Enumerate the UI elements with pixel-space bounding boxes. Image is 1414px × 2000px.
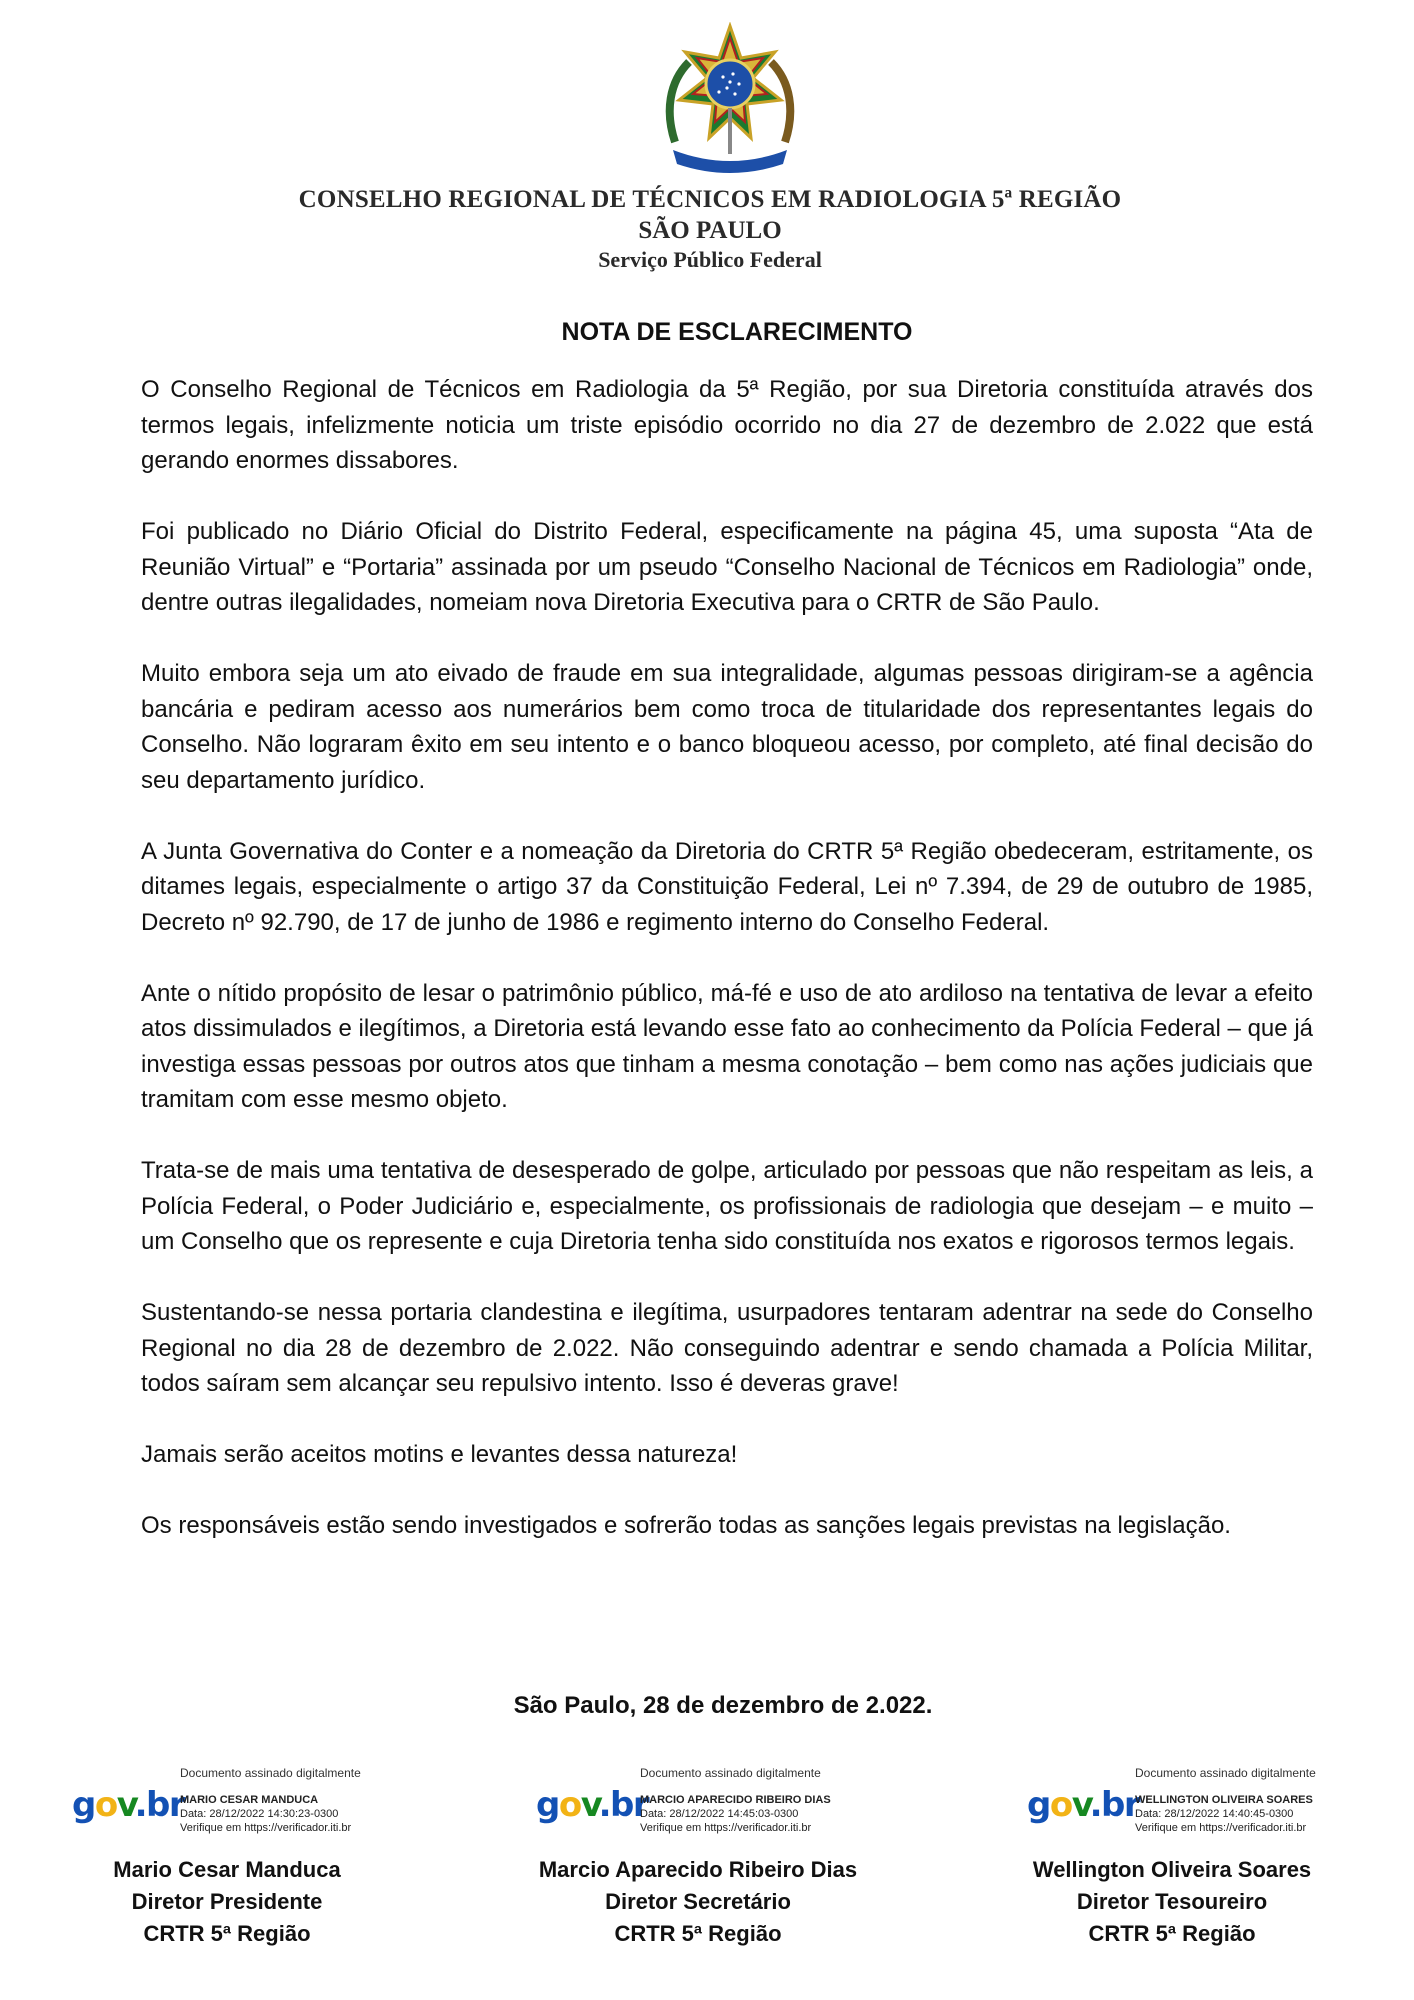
organization-name: CONSELHO REGIONAL DE TÉCNICOS EM RADIOLOGIA 5ª REGIÃO (298, 186, 1122, 213)
govbr-logo: gov.br (72, 1785, 185, 1825)
stamp-date: Data: 28/12/2022 14:40:45-0300 (1135, 1808, 1294, 1820)
stamp-header: Documento assinado digitalmente (180, 1766, 361, 1780)
document-title: NOTA DE ESCLARECIMENTO (561, 318, 913, 346)
signer-name: Mario Cesar Manduca (113, 1857, 341, 1882)
signer-role: Diretor Presidente (131, 1889, 323, 1914)
stamp-signer-name: WELLINGTON OLIVEIRA SOARES (1135, 1794, 1313, 1806)
signature-block (72, 1766, 402, 1950)
govbr-logo: gov.br (536, 1785, 649, 1825)
signer-name: Wellington Oliveira Soares (1032, 1857, 1312, 1882)
paragraph: A Junta Governativa do Conter e a nomeação da Diretoria do CRTR 5ª Região obedeceram, estritamente, os ditames legais, especialmente o artigo 37 da Constituição Federal, Lei nº 7.394, de 29 de outubro de 1985, Decreto nº 92.790, de 17 de junho de 1986 e regimento interno do Conselho Federal. (141, 837, 1313, 936)
stamp-header: Documento assinado digitalmente (1135, 1766, 1316, 1780)
stamp-details (640, 1793, 831, 1835)
stamp-verify-link[interactable]: Verifique em https://verificador.iti.br (1135, 1822, 1307, 1834)
stamp-date: Data: 28/12/2022 14:45:03-0300 (640, 1808, 799, 1820)
paragraph: Jamais serão aceitos motins e levantes dessa natureza! (141, 1441, 738, 1468)
paragraph: O Conselho Regional de Técnicos em Radiologia da 5ª Região, por sua Diretoria constituída através dos termos legais, infelizmente noticia um triste episódio ocorrido no dia 27 de dezembro de 2.022 que está gerando enormes dissabores. (141, 376, 1313, 474)
stamp-details (1135, 1793, 1313, 1835)
organization-state: SÃO PAULO (638, 217, 782, 244)
paragraph: Os responsáveis estão sendo investigados e sofrerão todas as sanções legais previstas na legislação. (141, 1512, 1231, 1539)
paragraph: Trata-se de mais uma tentativa de desesperado de golpe, articulado por pessoas que não respeitam as leis, a Polícia Federal, o Poder Judiciário e, especialmente, os profissionais de radiologia que desejam – e muito – um Conselho que os represente e cuja Diretoria tenha sido constituída nos exatos e rigorosos termos legais. (141, 1157, 1313, 1255)
coat-of-arms-emblem (655, 22, 805, 180)
signer-role: Diretor Tesoureiro (1076, 1889, 1268, 1914)
signature-block (536, 1766, 876, 1950)
paragraph: Sustentando-se nessa portaria clandestina e ilegítima, usurpadores tentaram adentrar na sede do Conselho Regional no dia 28 de dezembro de 2.022. Não conseguindo adentrar e sendo chamada a Polícia Militar, todos saíram sem alcançar seu repulsivo intento. Isso é deveras grave! (141, 1299, 1313, 1397)
organization-service: Serviço Público Federal (598, 247, 822, 272)
signer-org: CRTR 5ª Região (143, 1921, 311, 1946)
govbr-logo: gov.br (1027, 1785, 1140, 1825)
document-body (141, 372, 1313, 1579)
signer-info (987, 1854, 1357, 1950)
digital-signature-stamp (72, 1766, 402, 1840)
stamp-header: Documento assinado digitalmente (640, 1766, 821, 1780)
stamp-verify-link[interactable]: Verifique em https://verificador.iti.br (640, 1822, 812, 1834)
signer-role: Diretor Secretário (605, 1889, 791, 1914)
paragraph: Foi publicado no Diário Oficial do Distrito Federal, especificamente na página 45, uma suposta “Ata de Reunião Virtual” e “Portaria” assinada por um pseudo “Conselho Nacional de Técnicos em Radiologia” onde, dentre outras ilegalidades, nomeiam nova Diretoria Executiva para o CRTR de São Paulo. (141, 518, 1313, 616)
digital-signature-stamp (536, 1766, 876, 1840)
stamp-verify-link[interactable]: Verifique em https://verificador.iti.br (180, 1822, 352, 1834)
signature-block (1027, 1766, 1357, 1950)
stamp-date: Data: 28/12/2022 14:30:23-0300 (180, 1808, 339, 1820)
stamp-signer-name: MARIO CESAR MANDUCA (180, 1794, 319, 1806)
digital-signature-stamp (1027, 1766, 1357, 1840)
signer-info (520, 1854, 876, 1950)
stamp-details (180, 1793, 351, 1835)
signer-info (52, 1854, 402, 1950)
signer-org: CRTR 5ª Região (1088, 1921, 1256, 1946)
paragraph: Muito embora seja um ato eivado de fraude em sua integralidade, algumas pessoas dirigiram-se a agência bancária e pediram acesso aos numerários bem como troca de titularidade dos representantes legais do Conselho. Não lograram êxito em seu intento e o banco bloqueou acesso, por completo, até final decisão do seu departamento jurídico. (141, 660, 1313, 794)
date-line: São Paulo, 28 de dezembro de 2.022. (513, 1692, 933, 1719)
paragraph: Ante o nítido propósito de lesar o patrimônio público, má-fé e uso de ato ardiloso na tentativa de levar a efeito atos dissimulados e ilegítimos, a Diretoria está levando esse fato ao conhecimento da Polícia Federal – que já investiga essas pessoas por outros atos que tinham a mesma conotação – bem como nas ações judiciais que tramitam com esse mesmo objeto. (141, 979, 1313, 1113)
signer-org: CRTR 5ª Região (614, 1921, 782, 1946)
stamp-signer-name: MARCIO APARECIDO RIBEIRO DIAS (640, 1794, 831, 1806)
signer-name: Marcio Aparecido Ribeiro Dias (538, 1857, 858, 1882)
